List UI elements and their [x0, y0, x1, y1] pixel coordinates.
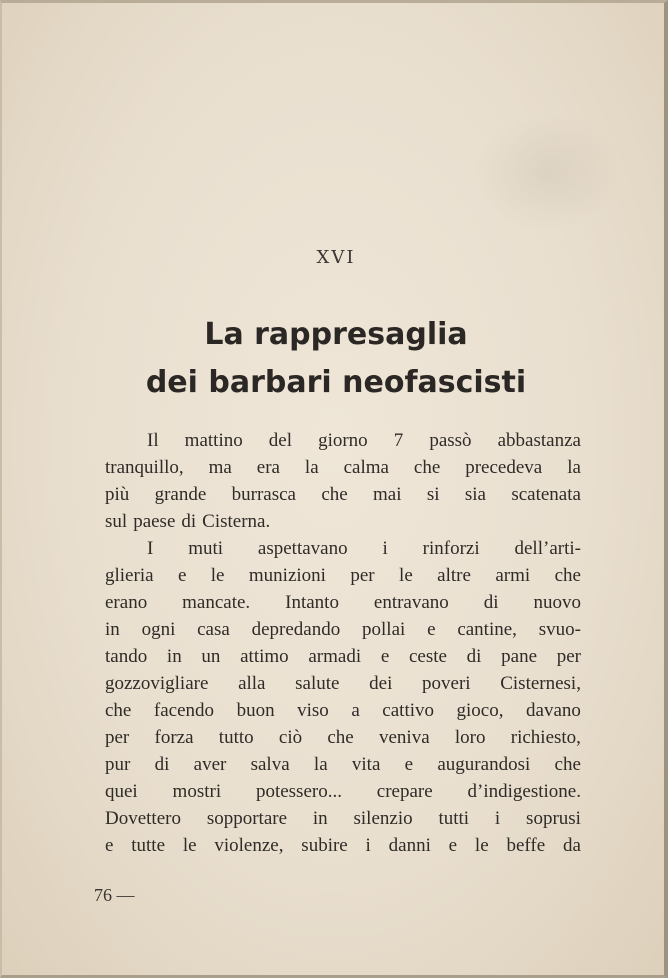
word: da: [562, 835, 581, 856]
word: entravano: [373, 592, 449, 613]
word: le: [399, 565, 413, 586]
word: rinforzi: [422, 538, 480, 559]
word: per: [350, 565, 375, 586]
chapter-title-line-2: dei barbari neofascisti: [145, 365, 527, 400]
word: in: [312, 808, 328, 829]
text-line: [105, 778, 581, 805]
word: giorno: [318, 430, 368, 451]
text-line: [105, 670, 581, 697]
word: glieria: [105, 565, 154, 586]
word: un: [201, 646, 221, 667]
word: in: [105, 619, 120, 640]
word: i: [365, 835, 371, 856]
word: abbastanza: [497, 430, 581, 451]
word: pollai: [362, 619, 406, 640]
word: più: [105, 484, 130, 505]
word: altre: [437, 565, 471, 586]
word: ciò: [278, 727, 303, 748]
word: grande: [154, 484, 207, 505]
word: cattivo: [382, 700, 434, 721]
word: passò: [429, 430, 472, 451]
show-through-ink: [472, 113, 622, 233]
word: quei: [105, 781, 138, 802]
word: le: [182, 835, 197, 856]
word: e: [380, 646, 390, 667]
word: che: [554, 754, 581, 775]
chapter-title-line-1: La rappresaglia: [204, 317, 468, 352]
word: la: [304, 457, 319, 478]
text-line: [105, 562, 581, 589]
word: precedeva: [465, 457, 543, 478]
word: Dovettero: [105, 808, 181, 829]
word: svuo-: [538, 619, 581, 640]
word: depredando: [251, 619, 341, 640]
word: mostri: [172, 781, 222, 802]
word: sia: [464, 484, 486, 505]
word: che: [105, 700, 132, 721]
word: munizioni: [248, 565, 326, 586]
word: casa: [197, 619, 230, 640]
word: le: [210, 565, 225, 586]
text-line: [105, 805, 581, 832]
word: Cisternesi,: [500, 673, 581, 694]
word: sopportare: [206, 808, 288, 829]
word: a: [351, 700, 360, 721]
word: e: [427, 619, 436, 640]
text-line: [105, 616, 581, 643]
word: salva: [250, 754, 290, 775]
word: tando: [105, 646, 148, 667]
word: violenze,: [214, 835, 284, 856]
word: i: [382, 538, 388, 559]
word: che: [554, 565, 581, 586]
word: tutti: [438, 808, 470, 829]
word: veniva: [378, 727, 430, 748]
word: ogni: [141, 619, 176, 640]
word: per: [556, 646, 581, 667]
word: dell’arti-: [514, 538, 581, 559]
body-text: [105, 427, 581, 859]
text-line: [105, 589, 581, 616]
page-number: 76 —: [94, 885, 135, 905]
word: di: [154, 754, 170, 775]
word: soprusi: [526, 808, 581, 829]
word: crepare: [376, 781, 433, 802]
word: d’indigestione.: [467, 781, 581, 802]
text-line: [105, 454, 581, 481]
word: per: [105, 727, 130, 748]
word: mancate.: [182, 592, 251, 613]
word: di: [483, 592, 499, 613]
word: tranquillo,: [105, 457, 184, 478]
word: gozzovigliare: [105, 673, 209, 694]
word: tutte: [131, 835, 166, 856]
word: silenzio: [353, 808, 413, 829]
word: gioco,: [456, 700, 504, 721]
text-line: [105, 724, 581, 751]
word: mattino: [184, 430, 243, 451]
word: potessero...: [255, 781, 342, 802]
word: richiesto,: [510, 727, 581, 748]
word: dei: [369, 673, 393, 694]
chapter-title: [2, 311, 668, 407]
text-line: [105, 481, 581, 508]
word: di: [466, 646, 482, 667]
word: cantine,: [457, 619, 517, 640]
word: scatenata: [511, 484, 581, 505]
word: in: [166, 646, 182, 667]
word: subire: [301, 835, 348, 856]
word: Intanto: [285, 592, 339, 613]
word: loro: [454, 727, 486, 748]
word: era: [256, 457, 280, 478]
word: che: [321, 484, 348, 505]
word: mai: [373, 484, 402, 505]
word: beffe: [506, 835, 546, 856]
word: sul: [105, 511, 128, 532]
text-line: [105, 535, 581, 562]
word: armi: [495, 565, 531, 586]
word: calma: [343, 457, 389, 478]
word: che: [413, 457, 441, 478]
word: Il: [147, 430, 159, 451]
word: poveri: [422, 673, 471, 694]
word: che: [327, 727, 354, 748]
paragraph-1: [105, 427, 581, 535]
word: vita: [351, 754, 381, 775]
word: forza: [154, 727, 194, 748]
word: armadi: [308, 646, 362, 667]
word: aver: [193, 754, 227, 775]
word: e: [448, 835, 458, 856]
word: paese: [133, 511, 176, 532]
word: la: [313, 754, 328, 775]
word: ceste: [408, 646, 447, 667]
word: aspettavano: [257, 538, 348, 559]
word: burrasca: [231, 484, 296, 505]
word: la: [567, 457, 581, 478]
word: attimo: [240, 646, 289, 667]
text-line: [105, 508, 581, 535]
word: e: [404, 754, 414, 775]
text-line: [105, 427, 581, 454]
word: Cisterna.: [202, 511, 271, 532]
word: ma: [208, 457, 232, 478]
word: nuovo: [533, 592, 581, 613]
word: si: [426, 484, 440, 505]
text-line: [105, 832, 581, 859]
word: erano: [105, 592, 148, 613]
text-line: [105, 751, 581, 778]
word: viso: [297, 700, 329, 721]
word: buon: [236, 700, 275, 721]
word: 7: [393, 430, 404, 451]
text-line: [105, 697, 581, 724]
word: tutto: [218, 727, 254, 748]
word: pane: [501, 646, 538, 667]
word: facendo: [153, 700, 215, 721]
word: salute: [295, 673, 340, 694]
word: le: [474, 835, 489, 856]
word: e: [177, 565, 187, 586]
chapter-number: XVI: [316, 247, 356, 268]
word: e: [105, 835, 114, 856]
word: danni: [388, 835, 431, 856]
word: del: [268, 430, 293, 451]
word: davano: [526, 700, 581, 721]
word: i: [494, 808, 501, 829]
text-line: [105, 643, 581, 670]
word: di: [181, 511, 197, 532]
paragraph-2: [105, 535, 581, 859]
word: muti: [188, 538, 224, 559]
word: augurandosi: [437, 754, 531, 775]
word: I: [147, 538, 154, 559]
word: alla: [238, 673, 266, 694]
word: pur: [105, 754, 131, 775]
